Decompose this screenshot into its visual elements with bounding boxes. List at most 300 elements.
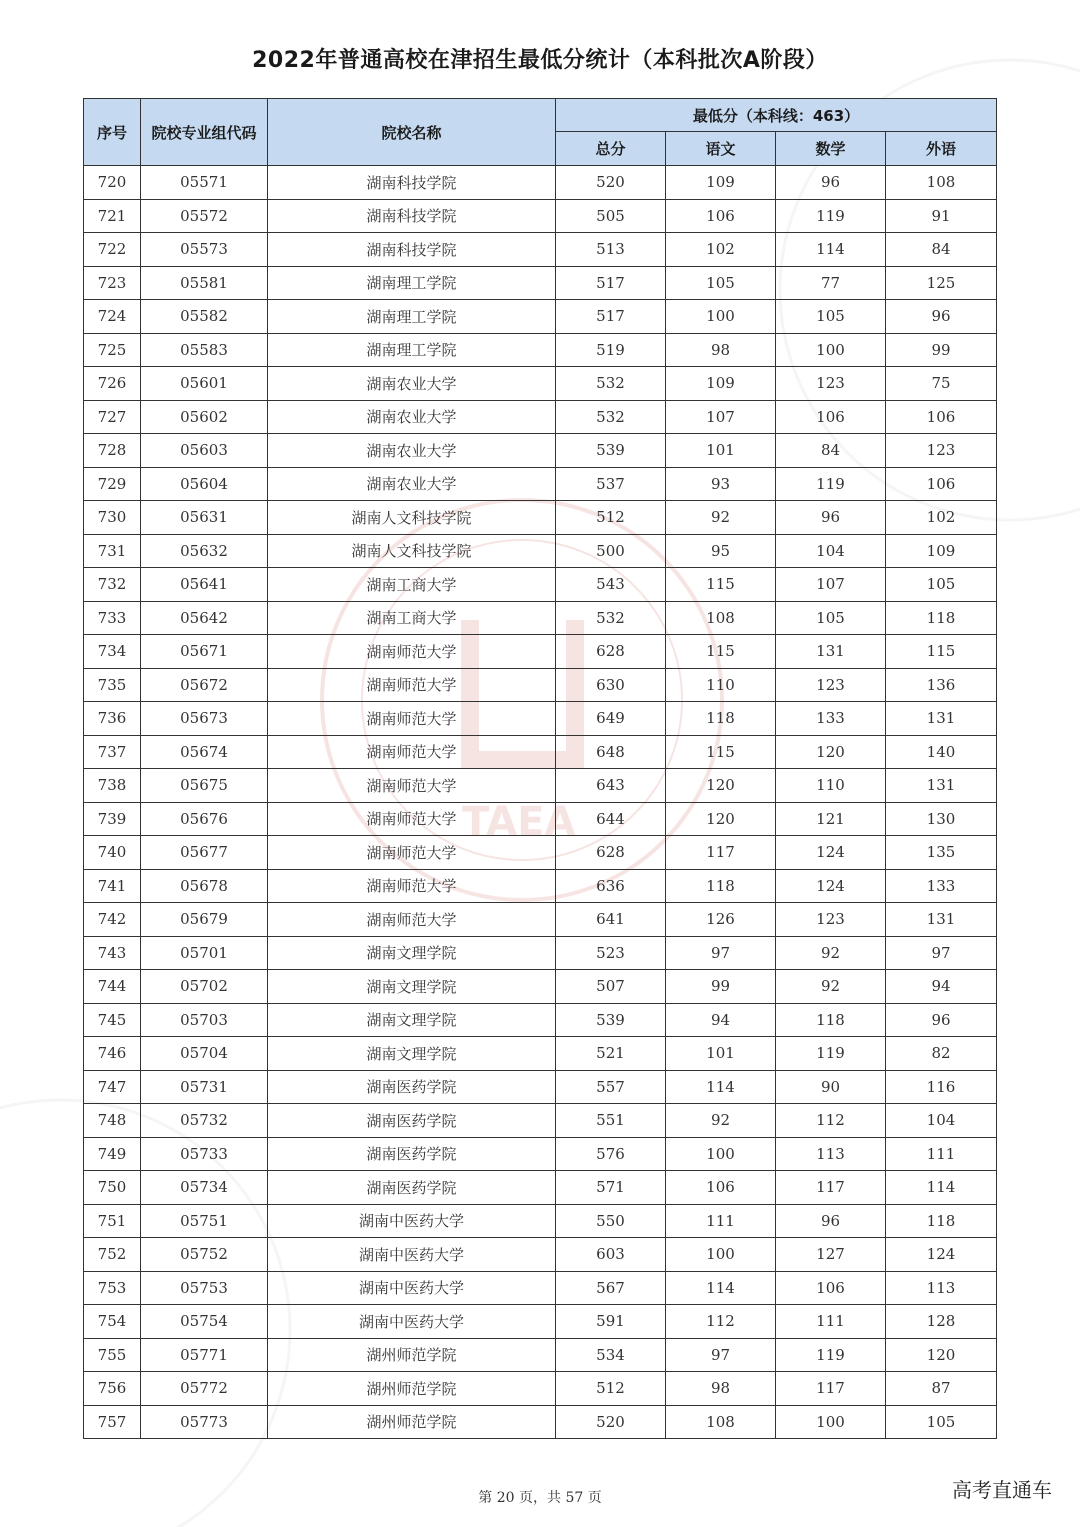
cell-code: 05671 (141, 635, 268, 669)
cell-foreign: 99 (886, 333, 997, 367)
table-row (84, 233, 997, 267)
cell-seq: 722 (84, 233, 141, 267)
cell-code: 05732 (141, 1104, 268, 1138)
cell-chinese: 115 (666, 568, 776, 602)
cell-code: 05733 (141, 1137, 268, 1171)
cell-math: 120 (776, 735, 886, 769)
cell-seq: 733 (84, 601, 141, 635)
cell-foreign: 135 (886, 836, 997, 870)
cell-total: 532 (556, 400, 666, 434)
cell-seq: 747 (84, 1070, 141, 1104)
cell-total: 513 (556, 233, 666, 267)
cell-foreign: 133 (886, 869, 997, 903)
cell-chinese: 92 (666, 1104, 776, 1138)
table-row (84, 166, 997, 200)
cell-math: 96 (776, 501, 886, 535)
header-min-score: 最低分（本科线：463） (556, 99, 997, 132)
cell-chinese: 95 (666, 534, 776, 568)
cell-total: 512 (556, 1372, 666, 1406)
cell-math: 119 (776, 1037, 886, 1071)
cell-school-name: 湖南人文科技学院 (268, 534, 556, 568)
cell-seq: 729 (84, 467, 141, 501)
cell-chinese: 98 (666, 333, 776, 367)
cell-school-name: 湖南农业大学 (268, 367, 556, 401)
cell-math: 119 (776, 199, 886, 233)
cell-chinese: 106 (666, 199, 776, 233)
table-row (84, 735, 997, 769)
cell-seq: 721 (84, 199, 141, 233)
cell-chinese: 108 (666, 601, 776, 635)
cell-code: 05571 (141, 166, 268, 200)
cell-seq: 756 (84, 1372, 141, 1406)
score-table (83, 98, 997, 1439)
cell-code: 05572 (141, 199, 268, 233)
cell-total: 628 (556, 635, 666, 669)
cell-code: 05678 (141, 869, 268, 903)
cell-foreign: 124 (886, 1238, 997, 1272)
cell-chinese: 100 (666, 1137, 776, 1171)
cell-seq: 725 (84, 333, 141, 367)
cell-school-name: 湖南师范大学 (268, 836, 556, 870)
header-math: 数学 (776, 132, 886, 166)
table-row (84, 702, 997, 736)
cell-chinese: 120 (666, 802, 776, 836)
cell-foreign: 120 (886, 1338, 997, 1372)
cell-math: 106 (776, 400, 886, 434)
cell-code: 05674 (141, 735, 268, 769)
cell-school-name: 湖南师范大学 (268, 769, 556, 803)
cell-chinese: 112 (666, 1305, 776, 1339)
cell-code: 05773 (141, 1405, 268, 1439)
cell-chinese: 98 (666, 1372, 776, 1406)
brand-label: 高考直通车 (952, 1478, 1052, 1502)
cell-foreign: 102 (886, 501, 997, 535)
table-row (84, 568, 997, 602)
cell-math: 123 (776, 668, 886, 702)
cell-chinese: 101 (666, 434, 776, 468)
cell-code: 05632 (141, 534, 268, 568)
cell-code: 05641 (141, 568, 268, 602)
cell-total: 534 (556, 1338, 666, 1372)
table-row (84, 1037, 997, 1071)
cell-foreign: 82 (886, 1037, 997, 1071)
table-row (84, 1238, 997, 1272)
cell-code: 05582 (141, 300, 268, 334)
cell-math: 92 (776, 970, 886, 1004)
cell-seq: 732 (84, 568, 141, 602)
cell-total: 505 (556, 199, 666, 233)
cell-code: 05603 (141, 434, 268, 468)
cell-total: 550 (556, 1204, 666, 1238)
table-row (84, 266, 997, 300)
cell-code: 05601 (141, 367, 268, 401)
cell-math: 118 (776, 1003, 886, 1037)
cell-chinese: 109 (666, 367, 776, 401)
cell-code: 05631 (141, 501, 268, 535)
cell-code: 05704 (141, 1037, 268, 1071)
cell-total: 543 (556, 568, 666, 602)
cell-seq: 738 (84, 769, 141, 803)
cell-foreign: 75 (886, 367, 997, 401)
cell-school-name: 湖南理工学院 (268, 300, 556, 334)
cell-school-name: 湖南农业大学 (268, 400, 556, 434)
table-row (84, 1171, 997, 1205)
cell-chinese: 109 (666, 166, 776, 200)
cell-math: 131 (776, 635, 886, 669)
cell-code: 05734 (141, 1171, 268, 1205)
cell-math: 105 (776, 300, 886, 334)
cell-math: 111 (776, 1305, 886, 1339)
cell-foreign: 106 (886, 467, 997, 501)
cell-total: 507 (556, 970, 666, 1004)
cell-math: 90 (776, 1070, 886, 1104)
cell-seq: 746 (84, 1037, 141, 1071)
cell-seq: 753 (84, 1271, 141, 1305)
cell-total: 571 (556, 1171, 666, 1205)
svg-text:TAEA: TAEA (462, 799, 576, 845)
cell-seq: 755 (84, 1338, 141, 1372)
cell-chinese: 100 (666, 300, 776, 334)
table-row (84, 199, 997, 233)
cell-code: 05754 (141, 1305, 268, 1339)
cell-foreign: 113 (886, 1271, 997, 1305)
cell-foreign: 128 (886, 1305, 997, 1339)
cell-total: 628 (556, 836, 666, 870)
cell-foreign: 130 (886, 802, 997, 836)
cell-code: 05771 (141, 1338, 268, 1372)
cell-math: 123 (776, 367, 886, 401)
cell-total: 567 (556, 1271, 666, 1305)
header-total: 总分 (556, 132, 666, 166)
cell-code: 05701 (141, 936, 268, 970)
cell-math: 124 (776, 836, 886, 870)
cell-chinese: 92 (666, 501, 776, 535)
cell-school-name: 湖南师范大学 (268, 802, 556, 836)
cell-total: 519 (556, 333, 666, 367)
cell-school-name: 湖南文理学院 (268, 970, 556, 1004)
table-row (84, 1204, 997, 1238)
cell-school-name: 湖南科技学院 (268, 233, 556, 267)
cell-school-name: 湖南科技学院 (268, 166, 556, 200)
cell-foreign: 96 (886, 1003, 997, 1037)
cell-math: 123 (776, 903, 886, 937)
cell-total: 636 (556, 869, 666, 903)
cell-total: 539 (556, 1003, 666, 1037)
cell-chinese: 110 (666, 668, 776, 702)
cell-school-name: 湖南工商大学 (268, 601, 556, 635)
cell-total: 603 (556, 1238, 666, 1272)
table-row (84, 1104, 997, 1138)
cell-code: 05672 (141, 668, 268, 702)
cell-school-name: 湖南工商大学 (268, 568, 556, 602)
table-row (84, 501, 997, 535)
table-row (84, 434, 997, 468)
cell-school-name: 湖南科技学院 (268, 199, 556, 233)
cell-code: 05753 (141, 1271, 268, 1305)
cell-code: 05676 (141, 802, 268, 836)
cell-school-name: 湖州师范学院 (268, 1372, 556, 1406)
table-row (84, 1070, 997, 1104)
cell-chinese: 114 (666, 1070, 776, 1104)
cell-foreign: 104 (886, 1104, 997, 1138)
cell-chinese: 105 (666, 266, 776, 300)
cell-total: 551 (556, 1104, 666, 1138)
table-row (84, 1305, 997, 1339)
table-row (84, 769, 997, 803)
table-row (84, 635, 997, 669)
cell-code: 05752 (141, 1238, 268, 1272)
cell-seq: 734 (84, 635, 141, 669)
cell-seq: 731 (84, 534, 141, 568)
cell-math: 84 (776, 434, 886, 468)
cell-math: 106 (776, 1271, 886, 1305)
table-row (84, 802, 997, 836)
cell-seq: 754 (84, 1305, 141, 1339)
cell-foreign: 106 (886, 400, 997, 434)
cell-math: 119 (776, 467, 886, 501)
cell-school-name: 湖州师范学院 (268, 1405, 556, 1439)
cell-math: 121 (776, 802, 886, 836)
cell-code: 05751 (141, 1204, 268, 1238)
cell-chinese: 93 (666, 467, 776, 501)
cell-chinese: 111 (666, 1204, 776, 1238)
cell-school-name: 湖南师范大学 (268, 735, 556, 769)
cell-chinese: 108 (666, 1405, 776, 1439)
cell-seq: 743 (84, 936, 141, 970)
cell-foreign: 115 (886, 635, 997, 669)
cell-total: 576 (556, 1137, 666, 1171)
cell-total: 649 (556, 702, 666, 736)
table-row (84, 1003, 997, 1037)
cell-code: 05673 (141, 702, 268, 736)
cell-seq: 735 (84, 668, 141, 702)
table-row (84, 367, 997, 401)
cell-seq: 720 (84, 166, 141, 200)
page-number: 第 20 页，共 57 页 (478, 1490, 602, 1506)
cell-seq: 752 (84, 1238, 141, 1272)
cell-foreign: 125 (886, 266, 997, 300)
table-row (84, 601, 997, 635)
cell-seq: 723 (84, 266, 141, 300)
cell-foreign: 87 (886, 1372, 997, 1406)
cell-foreign: 109 (886, 534, 997, 568)
cell-total: 500 (556, 534, 666, 568)
table-row (84, 300, 997, 334)
cell-seq: 728 (84, 434, 141, 468)
page-title: 2022年普通高校在津招生最低分统计（本科批次A阶段） (252, 48, 828, 73)
cell-total: 539 (556, 434, 666, 468)
cell-foreign: 105 (886, 1405, 997, 1439)
cell-chinese: 106 (666, 1171, 776, 1205)
cell-math: 105 (776, 601, 886, 635)
table-row (84, 668, 997, 702)
cell-seq: 757 (84, 1405, 141, 1439)
cell-school-name: 湖南理工学院 (268, 333, 556, 367)
cell-total: 641 (556, 903, 666, 937)
cell-foreign: 114 (886, 1171, 997, 1205)
cell-foreign: 140 (886, 735, 997, 769)
cell-school-name: 湖南中医药大学 (268, 1238, 556, 1272)
table-row (84, 970, 997, 1004)
cell-school-name: 湖南文理学院 (268, 936, 556, 970)
cell-code: 05731 (141, 1070, 268, 1104)
cell-school-name: 湖南师范大学 (268, 702, 556, 736)
cell-math: 96 (776, 1204, 886, 1238)
cell-foreign: 123 (886, 434, 997, 468)
table-row (84, 1372, 997, 1406)
cell-seq: 750 (84, 1171, 141, 1205)
cell-chinese: 101 (666, 1037, 776, 1071)
cell-seq: 726 (84, 367, 141, 401)
cell-seq: 741 (84, 869, 141, 903)
cell-total: 532 (556, 601, 666, 635)
cell-school-name: 湖南中医药大学 (268, 1204, 556, 1238)
cell-school-name: 湖南文理学院 (268, 1037, 556, 1071)
cell-foreign: 131 (886, 903, 997, 937)
cell-foreign: 97 (886, 936, 997, 970)
table-row (84, 1405, 997, 1439)
cell-chinese: 94 (666, 1003, 776, 1037)
cell-school-name: 湖南农业大学 (268, 434, 556, 468)
cell-code: 05702 (141, 970, 268, 1004)
header-name: 院校名称 (268, 99, 556, 166)
cell-school-name: 湖南医药学院 (268, 1104, 556, 1138)
cell-code: 05602 (141, 400, 268, 434)
cell-code: 05581 (141, 266, 268, 300)
cell-seq: 724 (84, 300, 141, 334)
cell-math: 104 (776, 534, 886, 568)
header-foreign: 外语 (886, 132, 997, 166)
cell-seq: 727 (84, 400, 141, 434)
cell-foreign: 105 (886, 568, 997, 602)
cell-chinese: 97 (666, 1338, 776, 1372)
cell-school-name: 湖南医药学院 (268, 1070, 556, 1104)
cell-school-name: 湖南师范大学 (268, 635, 556, 669)
cell-total: 537 (556, 467, 666, 501)
table-row (84, 1338, 997, 1372)
cell-math: 77 (776, 266, 886, 300)
cell-total: 630 (556, 668, 666, 702)
cell-foreign: 118 (886, 1204, 997, 1238)
cell-chinese: 115 (666, 635, 776, 669)
cell-math: 114 (776, 233, 886, 267)
cell-math: 117 (776, 1372, 886, 1406)
table-row (84, 1271, 997, 1305)
cell-code: 05703 (141, 1003, 268, 1037)
cell-school-name: 湖南师范大学 (268, 668, 556, 702)
cell-total: 591 (556, 1305, 666, 1339)
cell-total: 520 (556, 166, 666, 200)
cell-math: 107 (776, 568, 886, 602)
cell-school-name: 湖南人文科技学院 (268, 501, 556, 535)
cell-school-name: 湖南医药学院 (268, 1137, 556, 1171)
header-seq: 序号 (84, 99, 141, 166)
cell-foreign: 136 (886, 668, 997, 702)
table-row (84, 903, 997, 937)
cell-school-name: 湖南文理学院 (268, 1003, 556, 1037)
cell-total: 523 (556, 936, 666, 970)
table-row (84, 936, 997, 970)
cell-seq: 748 (84, 1104, 141, 1138)
cell-chinese: 107 (666, 400, 776, 434)
cell-school-name: 湖南医药学院 (268, 1171, 556, 1205)
cell-code: 05679 (141, 903, 268, 937)
cell-school-name: 湖南农业大学 (268, 467, 556, 501)
cell-total: 644 (556, 802, 666, 836)
cell-code: 05604 (141, 467, 268, 501)
cell-foreign: 118 (886, 601, 997, 635)
cell-seq: 737 (84, 735, 141, 769)
cell-code: 05772 (141, 1372, 268, 1406)
cell-chinese: 100 (666, 1238, 776, 1272)
header-chinese: 语文 (666, 132, 776, 166)
cell-math: 110 (776, 769, 886, 803)
cell-code: 05675 (141, 769, 268, 803)
table-row (84, 1137, 997, 1171)
cell-foreign: 111 (886, 1137, 997, 1171)
cell-chinese: 114 (666, 1271, 776, 1305)
cell-total: 517 (556, 300, 666, 334)
cell-chinese: 115 (666, 735, 776, 769)
cell-school-name: 湖南师范大学 (268, 903, 556, 937)
cell-foreign: 116 (886, 1070, 997, 1104)
cell-chinese: 117 (666, 836, 776, 870)
cell-code: 05677 (141, 836, 268, 870)
cell-seq: 749 (84, 1137, 141, 1171)
cell-total: 512 (556, 501, 666, 535)
cell-chinese: 118 (666, 869, 776, 903)
cell-code: 05583 (141, 333, 268, 367)
cell-total: 643 (556, 769, 666, 803)
cell-foreign: 91 (886, 199, 997, 233)
cell-seq: 740 (84, 836, 141, 870)
cell-chinese: 118 (666, 702, 776, 736)
cell-seq: 751 (84, 1204, 141, 1238)
cell-foreign: 94 (886, 970, 997, 1004)
cell-seq: 739 (84, 802, 141, 836)
cell-total: 520 (556, 1405, 666, 1439)
cell-foreign: 108 (886, 166, 997, 200)
cell-math: 127 (776, 1238, 886, 1272)
cell-seq: 736 (84, 702, 141, 736)
score-table-body (84, 166, 997, 1439)
cell-code: 05642 (141, 601, 268, 635)
header-code: 院校专业组代码 (141, 99, 268, 166)
cell-chinese: 126 (666, 903, 776, 937)
cell-foreign: 96 (886, 300, 997, 334)
cell-total: 557 (556, 1070, 666, 1104)
cell-total: 532 (556, 367, 666, 401)
cell-school-name: 湖南师范大学 (268, 869, 556, 903)
cell-chinese: 99 (666, 970, 776, 1004)
table-row (84, 333, 997, 367)
table-row (84, 836, 997, 870)
table-row (84, 869, 997, 903)
cell-math: 113 (776, 1137, 886, 1171)
cell-chinese: 97 (666, 936, 776, 970)
cell-math: 96 (776, 166, 886, 200)
cell-seq: 730 (84, 501, 141, 535)
cell-math: 119 (776, 1338, 886, 1372)
cell-math: 133 (776, 702, 886, 736)
cell-math: 117 (776, 1171, 886, 1205)
cell-math: 100 (776, 1405, 886, 1439)
cell-chinese: 120 (666, 769, 776, 803)
cell-code: 05573 (141, 233, 268, 267)
cell-chinese: 102 (666, 233, 776, 267)
cell-foreign: 131 (886, 769, 997, 803)
cell-school-name: 湖南理工学院 (268, 266, 556, 300)
